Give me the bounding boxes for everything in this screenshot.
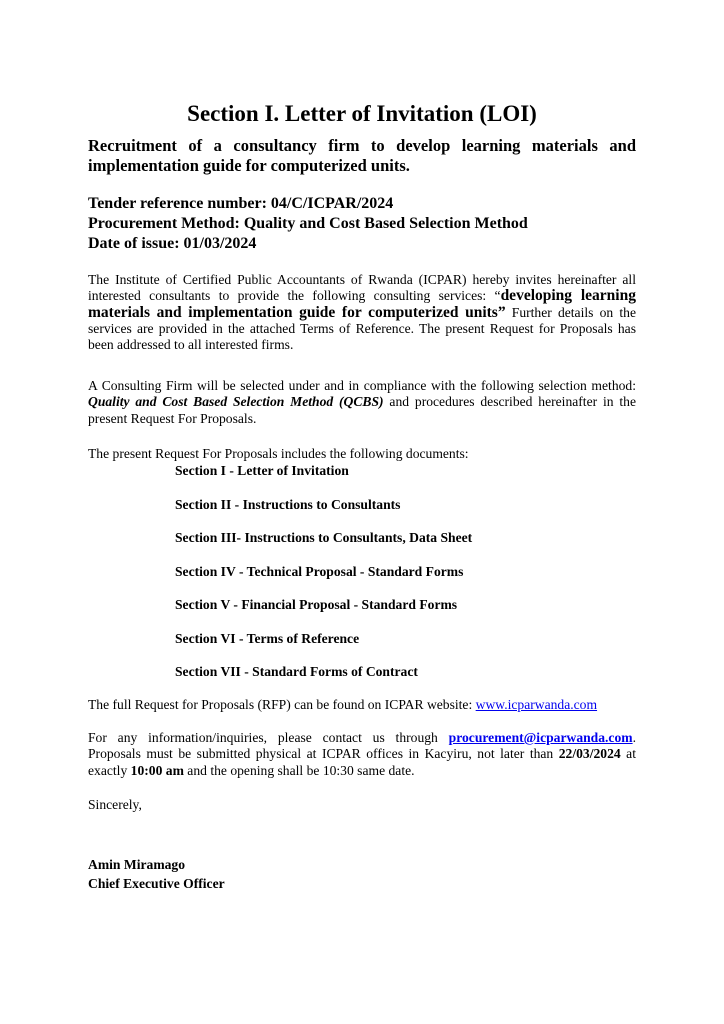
signatory-title: Chief Executive Officer [88,876,225,891]
invitation-text-b: Further details on the services are provided in the attached Terms of Reference. The present Request for Proposals has been addressed to all interested firms. [88,304,636,353]
selection-text-a: A Consulting Firm will be selected under and in compliance with the following selection method: [88,378,636,393]
deadline-time: 10:00 am [130,762,184,778]
email-link[interactable]: procurement@icparwanda.com [448,730,633,745]
tender-reference: Tender reference number: 04/C/ICPAR/2024 [88,195,394,212]
date-of-issue: Date of issue: 01/03/2024 [88,235,257,252]
document-item: Section IV - Technical Proposal - Standard Forms [175,564,464,579]
document-item: Section V - Financial Proposal - Standard Forms [175,597,458,612]
contact-paragraph [88,730,636,779]
document-item: Section VII - Standard Forms of Contract [175,664,418,679]
invitation-paragraph [88,272,636,353]
rfp-line [88,697,597,713]
document-item: Section VI - Terms of Reference [175,631,360,646]
documents-intro: The present Request For Proposals includes the following documents: [88,446,469,461]
document-item: Section III- Instructions to Consultants, Data Sheet [175,530,473,545]
contact-text-d: and the opening shall be 10:30 same date. [183,762,415,778]
selection-text-b: and procedures described hereinafter in the present Request For Proposals. [88,394,636,426]
document-item: Section I - Letter of Invitation [175,463,349,478]
contact-text-c: at exactly [88,746,636,778]
procurement-method: Procurement Method: Quality and Cost Based Selection Method [88,215,528,232]
signatory-name: Amin Miramago [88,857,186,872]
closing: Sincerely, [88,797,142,812]
contact-text-a: For any information/inquiries, please contact us through [88,730,449,745]
rfp-text: The full Request for Proposals (RFP) can be found on ICPAR website: [88,697,476,712]
contact-text-b: . Proposals must be submitted physical at ICPAR offices in Kacyiru, not later than [88,730,636,762]
services-name: developing learning materials and implementation guide for computerized units” [88,287,636,321]
selection-method: Quality and Cost Based Selection Method (QCBS) [88,394,384,410]
invitation-text-a: The Institute of Certified Public Accountants of Rwanda (ICPAR) hereby invites hereinafter all interested consultants to provide the following consulting services: “ [88,272,636,304]
page-title: Section I. Letter of Invitation (LOI) [187,101,537,126]
tender-meta [88,194,528,254]
deadline-date: 22/03/2024 [558,746,621,762]
selection-paragraph [88,378,636,427]
website-link[interactable]: www.icparwanda.com [475,697,598,712]
subtitle: Recruitment of a consultancy firm to develop learning materials and implementation guide for computerized units. [88,136,636,175]
document-item: Section II - Instructions to Consultants [175,497,401,512]
